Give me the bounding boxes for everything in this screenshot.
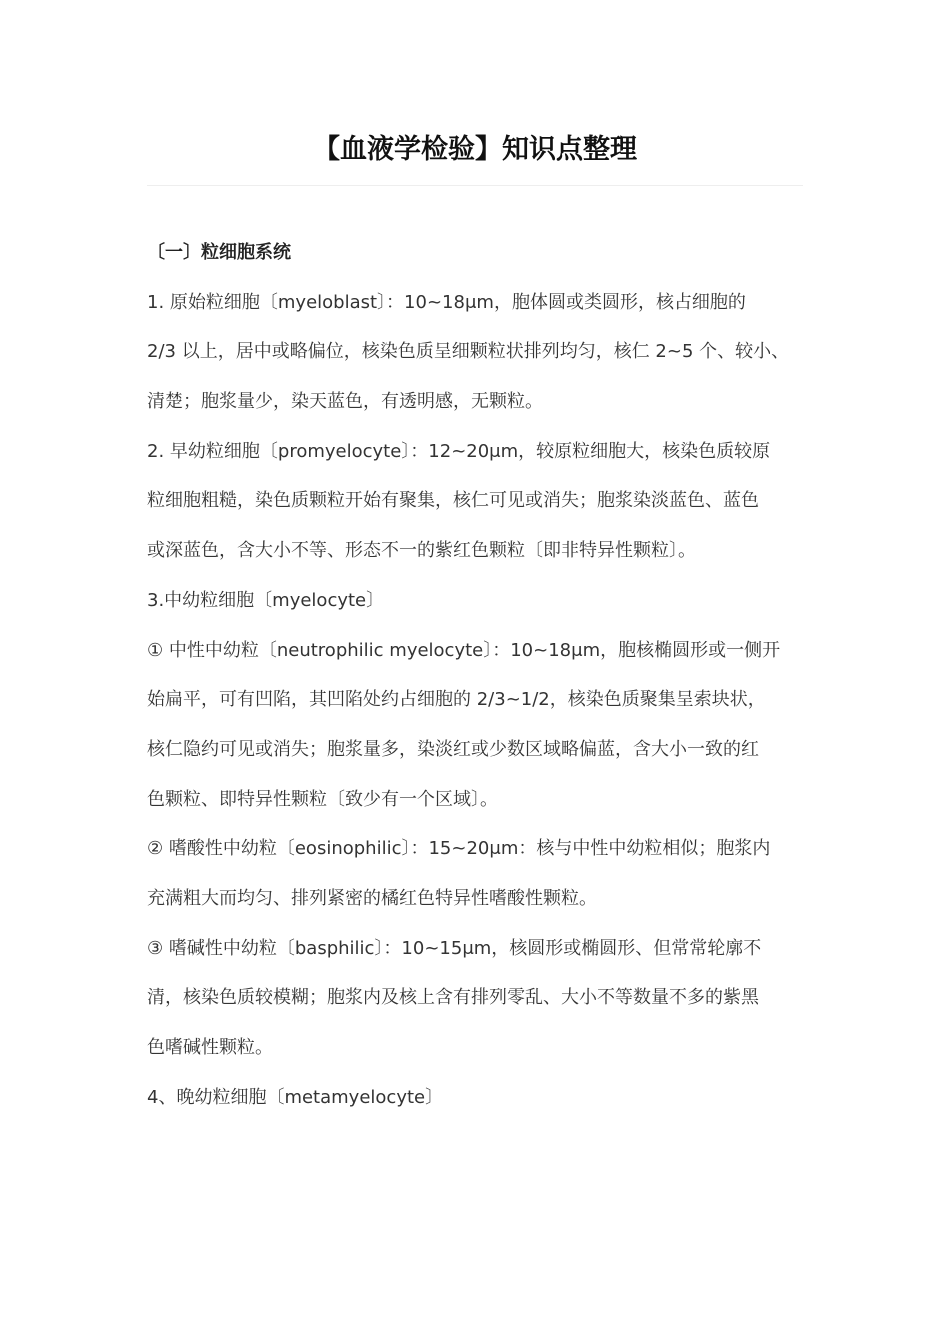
text-line: ② 嗜酸性中幼粒〔eosinophilic〕：15~20μm：核与中性中幼粒相似；胞浆内 [147,838,771,860]
section-heading: 〔一〕粒细胞系统 [147,242,291,263]
text-line: ① 中性中幼粒〔neutrophilic myelocyte〕：10~18μm，胞核椭圆形或一侧开 [147,639,781,661]
text-line: 色颗粒、即特异性颗粒〔致少有一个区域〕。 [147,788,498,810]
text-line: 粒细胞粗糙，染色质颗粒开始有聚集，核仁可见或消失；胞浆染淡蓝色、蓝色 [147,490,759,512]
text-line: 始扁平，可有凹陷，其凹陷处约占细胞的 2/3~1/2，核染色质聚集呈索块状， [147,689,766,711]
title-divider [147,185,803,186]
text-line: 2. 早幼粒细胞〔promyelocyte〕：12~20μm，较原粒细胞大，核染色质较原 [147,440,771,462]
text-line: 清，核染色质较模糊；胞浆内及核上含有排列零乱、大小不等数量不多的紫黑 [147,987,759,1009]
text-line: ③ 嗜碱性中幼粒〔basphilic〕：10~15μm，核圆形或椭圆形、但常常轮廓不 [147,937,762,959]
text-line: 或深蓝色，含大小不等、形态不一的紫红色颗粒〔即非特异性颗粒〕。 [147,540,696,562]
text-line: 色嗜碱性颗粒。 [147,1037,273,1058]
document-body [147,228,803,1122]
text-line: 1. 原始粒细胞〔myeloblast〕：10~18μm，胞体圆或类圆形，核占细胞的 [147,291,746,313]
text-line: 2/3 以上，居中或略偏位，核染色质呈细颗粒状排列均匀，核仁 2~5 个、较小、 [147,341,790,363]
text-line: 核仁隐约可见或消失；胞浆量多，染淡红或少数区域略偏蓝，含大小一致的红 [147,738,759,760]
text-line: 清楚；胞浆量少，染天蓝色，有透明感，无颗粒。 [147,391,543,413]
text-line: 3.中幼粒细胞〔myelocyte〕 [147,589,385,611]
document-title: 【血液学检验】知识点整理 [313,134,637,165]
text-line: 充满粗大而均匀、排列紧密的橘红色特异性嗜酸性颗粒。 [147,887,597,909]
text-line: 4、晚幼粒细胞〔metamyelocyte〕 [147,1086,444,1108]
